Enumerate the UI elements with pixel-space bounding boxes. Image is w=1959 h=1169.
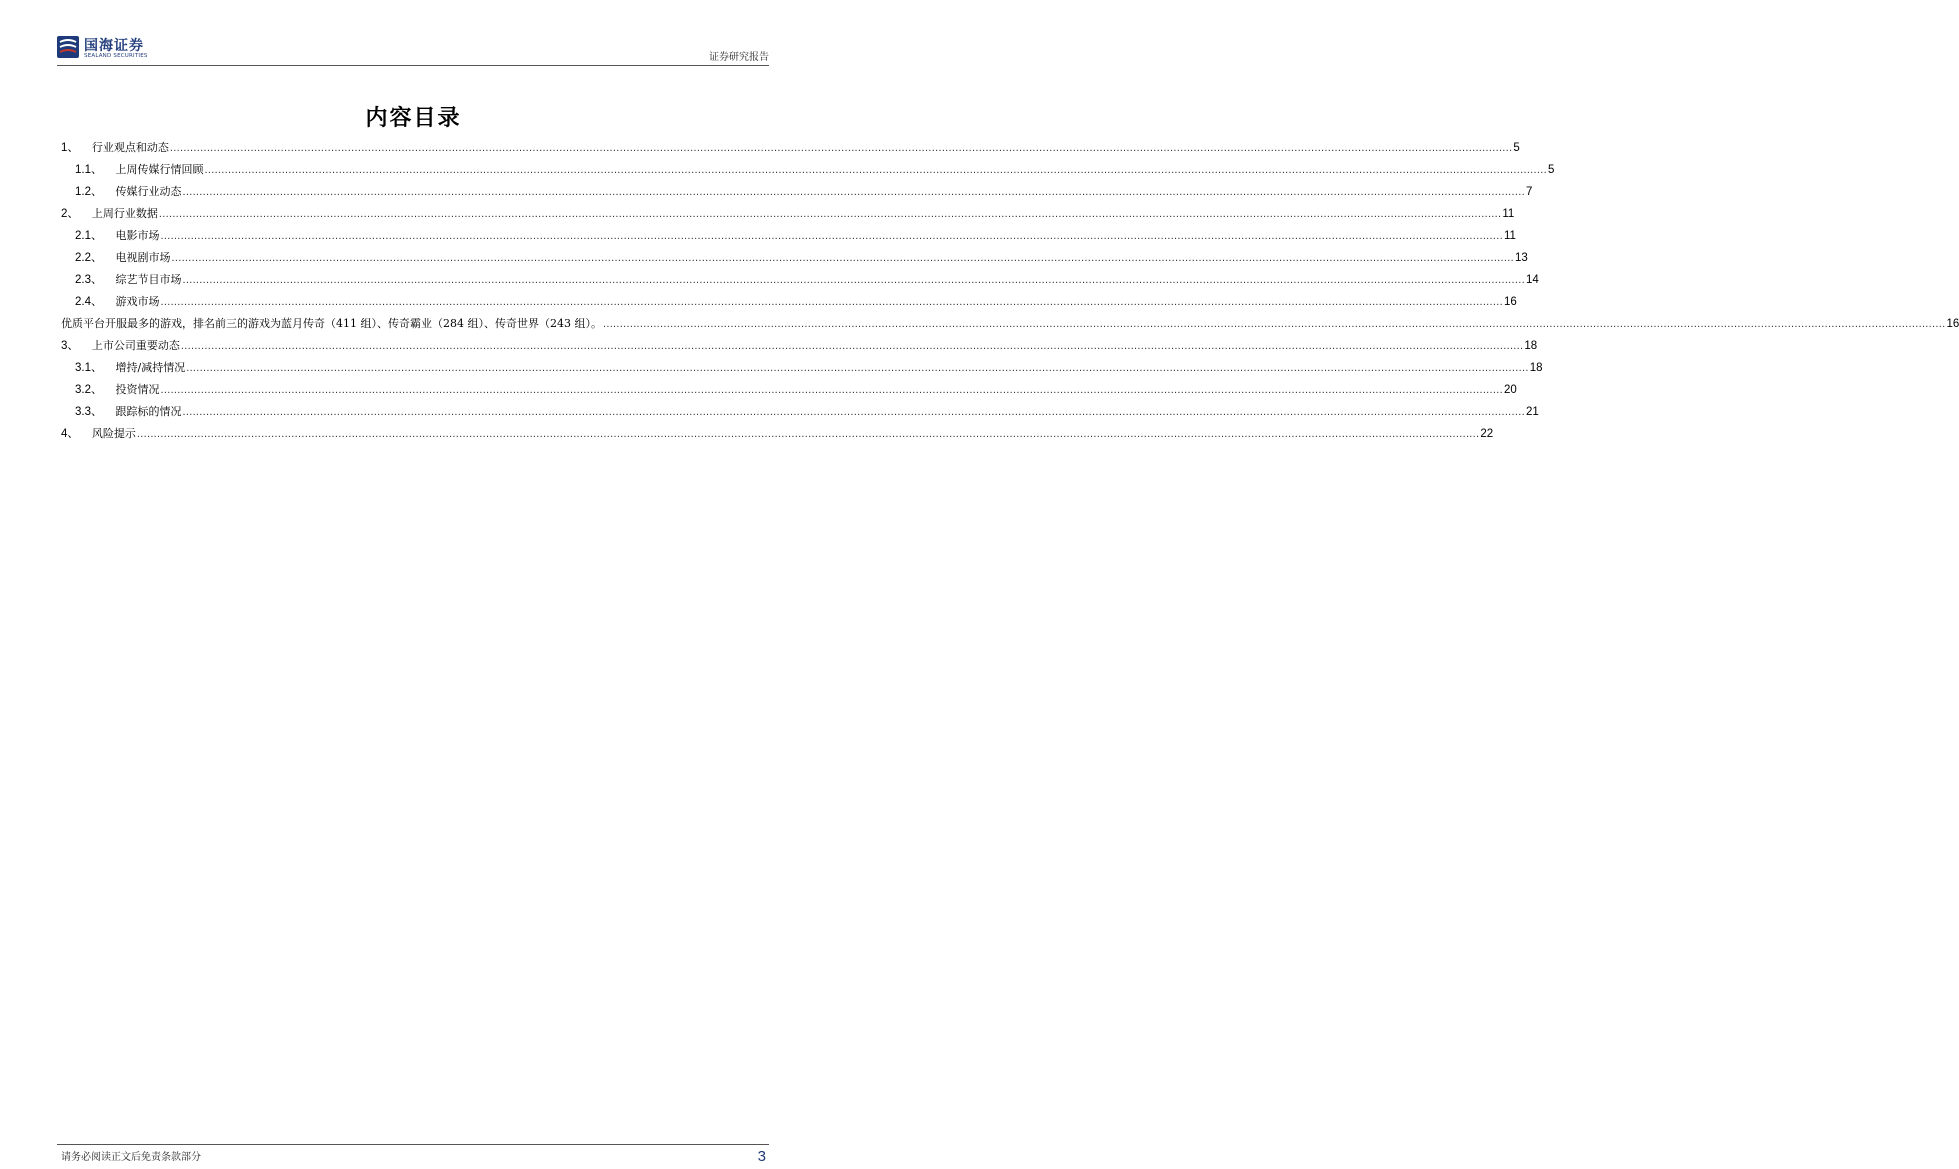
logo-chinese-name: 国海证券 bbox=[84, 38, 144, 54]
table-of-contents bbox=[61, 141, 1959, 449]
toc-entry-label: 电影市场 bbox=[115, 229, 160, 242]
toc-entry-number: 3.3、 bbox=[75, 406, 103, 418]
toc-leader-dots: ................................................................................................................................................................................................................................................................................................................................................................................................................ bbox=[160, 384, 1503, 396]
toc-entry[interactable] bbox=[61, 163, 1555, 185]
toc-entry-page: 5 bbox=[1547, 164, 1555, 176]
toc-entry-page: 18 bbox=[1529, 362, 1543, 374]
toc-leader-dots: ................................................................................................................................................................................................................................................................................................................................................................................................................ bbox=[171, 252, 1514, 264]
toc-entry[interactable] bbox=[61, 339, 1538, 361]
toc-entry-number: 1.2、 bbox=[75, 186, 103, 198]
toc-entry-label: 上周传媒行情回顾 bbox=[115, 163, 204, 176]
footer-divider bbox=[57, 1144, 769, 1145]
toc-entry[interactable] bbox=[61, 317, 1959, 339]
toc-leader-dots: ................................................................................................................................................................................................................................................................................................................................................................................................................ bbox=[204, 164, 1547, 176]
toc-entry-page: 16 bbox=[1503, 296, 1517, 308]
toc-entry[interactable] bbox=[61, 141, 1520, 163]
page-number: 3 bbox=[757, 1148, 766, 1165]
toc-entry-label: 跟踪标的情况 bbox=[115, 405, 182, 418]
toc-leader-dots: ................................................................................................................................................................................................................................................................................................................................................................................................................ bbox=[182, 186, 1525, 198]
toc-entry-label: 增持/减持情况 bbox=[115, 361, 186, 374]
header-divider bbox=[57, 65, 769, 66]
toc-leader-dots: ................................................................................................................................................................................................................................................................................................................................................................................................................ bbox=[160, 230, 1503, 242]
toc-leader-dots: ................................................................................................................................................................................................................................................................................................................................................................................................................ bbox=[169, 142, 1513, 154]
toc-entry-gap bbox=[81, 427, 88, 441]
toc-title: 内容目录 bbox=[365, 106, 462, 131]
page-header bbox=[57, 34, 769, 62]
footer-disclaimer: 请务必阅读正文后免责条款部分 bbox=[61, 1152, 201, 1163]
toc-entry-number: 1、 bbox=[61, 142, 79, 154]
toc-entry-label: 风险提示 bbox=[91, 427, 136, 440]
toc-entry-number: 2、 bbox=[61, 208, 79, 220]
toc-entry-label: 综艺节目市场 bbox=[115, 273, 182, 286]
toc-entry-gap bbox=[105, 361, 112, 375]
report-type: 证券研究报告 bbox=[709, 52, 769, 63]
toc-entry-page: 14 bbox=[1525, 274, 1539, 286]
toc-entry-number: 2.4、 bbox=[75, 296, 103, 308]
toc-leader-dots: ................................................................................................................................................................................................................................................................................................................................................................................................................ bbox=[180, 340, 1524, 352]
toc-entry-gap bbox=[105, 185, 112, 199]
toc-entry-page: 21 bbox=[1525, 406, 1539, 418]
toc-entry[interactable] bbox=[61, 185, 1533, 207]
toc-entry-gap bbox=[105, 405, 112, 419]
toc-entry-page: 13 bbox=[1514, 252, 1528, 264]
toc-entry-gap bbox=[105, 383, 112, 397]
toc-entry-number: 3.2、 bbox=[75, 384, 103, 396]
sealand-logo-icon bbox=[57, 36, 79, 58]
toc-entry-gap bbox=[105, 163, 112, 177]
toc-entry-page: 11 bbox=[1502, 208, 1515, 220]
toc-entry[interactable] bbox=[61, 427, 1494, 449]
toc-entry-gap bbox=[81, 339, 88, 353]
toc-entry-label: 行业观点和动态 bbox=[91, 141, 169, 154]
toc-entry-label: 投资情况 bbox=[115, 383, 160, 396]
toc-entry-label: 上市公司重要动态 bbox=[91, 339, 180, 352]
toc-entry-number: 2.2、 bbox=[75, 252, 103, 264]
toc-entry-gap bbox=[105, 295, 112, 309]
toc-entry-label: 传媒行业动态 bbox=[115, 185, 182, 198]
toc-entry-gap bbox=[81, 141, 88, 155]
toc-entry-label: 游戏市场 bbox=[115, 295, 160, 308]
toc-entry[interactable] bbox=[61, 229, 1516, 251]
toc-entry[interactable] bbox=[61, 251, 1528, 273]
toc-entry-label: 电视剧市场 bbox=[115, 251, 171, 264]
toc-entry-page: 11 bbox=[1503, 230, 1516, 242]
toc-leader-dots: ................................................................................................................................................................................................................................................................................................................................................................................................................ bbox=[136, 428, 1480, 440]
toc-entry-gap bbox=[105, 273, 112, 287]
toc-entry-label: 上周行业数据 bbox=[91, 207, 158, 220]
toc-entry[interactable] bbox=[61, 405, 1539, 427]
toc-entry-number: 3、 bbox=[61, 340, 79, 352]
toc-leader-dots: ................................................................................................................................................................................................................................................................................................................................................................................................................ bbox=[158, 208, 1502, 220]
toc-entry-page: 5 bbox=[1513, 142, 1520, 154]
toc-entry-page: 18 bbox=[1524, 340, 1538, 352]
toc-entry-page: 20 bbox=[1503, 384, 1517, 396]
toc-leader-dots: ................................................................................................................................................................................................................................................................................................................................................................................................................ bbox=[186, 362, 1529, 374]
toc-entry[interactable] bbox=[61, 361, 1543, 383]
toc-entry-number: 2.3、 bbox=[75, 274, 103, 286]
toc-entry-page: 16 bbox=[1946, 318, 1959, 330]
toc-entry[interactable] bbox=[61, 383, 1517, 405]
toc-leader-dots: ................................................................................................................................................................................................................................................................................................................................................................................................................ bbox=[182, 406, 1525, 418]
toc-entry-gap bbox=[105, 251, 112, 265]
toc-entry-page: 7 bbox=[1525, 186, 1533, 198]
toc-entry-number: 4、 bbox=[61, 428, 79, 440]
toc-entry-number: 1.1、 bbox=[75, 164, 103, 176]
toc-leader-dots: ................................................................................................................................................................................................................................................................................................................................................................................................................ bbox=[602, 318, 1946, 330]
toc-entry[interactable] bbox=[61, 273, 1539, 295]
toc-leader-dots: ................................................................................................................................................................................................................................................................................................................................................................................................................ bbox=[182, 274, 1525, 286]
toc-entry[interactable] bbox=[61, 295, 1517, 317]
toc-entry-page: 22 bbox=[1480, 428, 1494, 440]
toc-entry-number: 3.1、 bbox=[75, 362, 103, 374]
toc-entry-label: 优质平台开服最多的游戏，排名前三的游戏为蓝月传奇（411 组）、传奇霸业（284 组）、传奇世界（243 组）。 bbox=[61, 317, 602, 330]
toc-entry-gap bbox=[81, 207, 88, 221]
toc-leader-dots: ................................................................................................................................................................................................................................................................................................................................................................................................................ bbox=[160, 296, 1503, 308]
toc-entry-gap bbox=[105, 229, 112, 243]
toc-entry-number: 2.1、 bbox=[75, 230, 103, 242]
toc-entry[interactable] bbox=[61, 207, 1515, 229]
logo-english-name: SEALAND SECURITIES bbox=[84, 53, 148, 59]
